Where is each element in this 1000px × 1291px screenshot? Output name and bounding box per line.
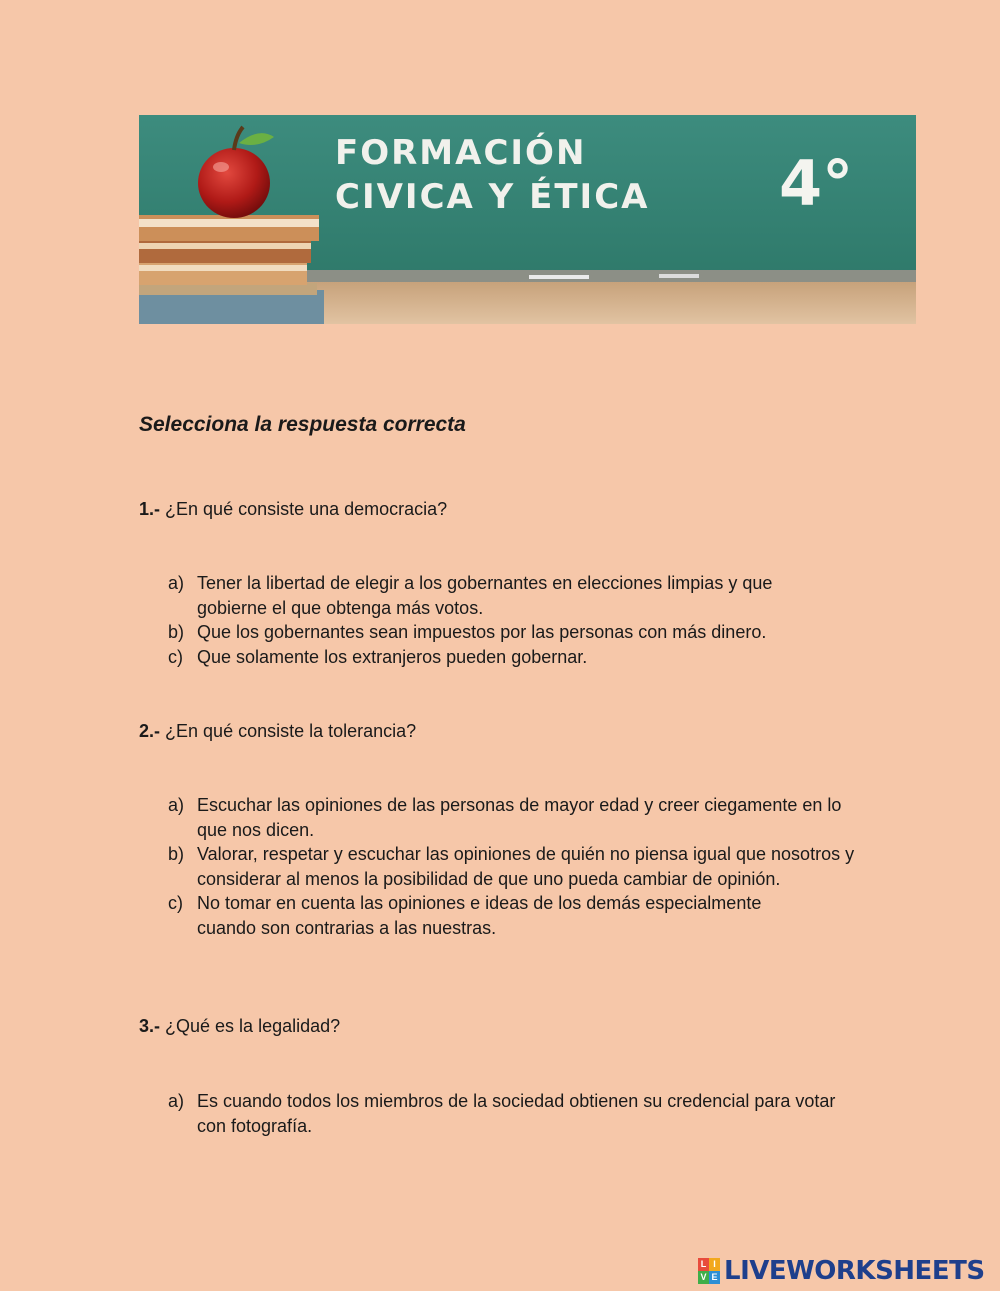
option-text: Valorar, respetar y escuchar las opiniones de quién no piensa igual que nosotros y considerar al menos la posibilidad de que uno pueda cambiar de opinión. [197, 844, 855, 889]
option-text: Escuchar las opiniones de las personas de mayor edad y creer ciegamente en lo que nos dicen. [197, 795, 842, 840]
option-b[interactable] [168, 842, 868, 891]
question-2-options [168, 793, 868, 940]
option-a[interactable] [168, 793, 868, 842]
question-text: ¿En qué consiste una democracia? [165, 499, 448, 519]
question-1 [139, 497, 447, 521]
logo-letter: V [698, 1271, 709, 1284]
option-text: Que los gobernantes sean impuestos por las personas con más dinero. [197, 622, 767, 642]
question-number: 3.- [139, 1016, 161, 1036]
option-text: No tomar en cuenta las opiniones e ideas de los demás especialmente cuando son contrarias a las nuestras. [197, 893, 762, 938]
logo-letter: I [709, 1258, 720, 1271]
question-text: ¿Qué es la legalidad? [165, 1016, 341, 1036]
question-number: 1.- [139, 499, 161, 519]
option-c[interactable] [168, 645, 868, 670]
question-2 [139, 719, 416, 743]
banner-title [335, 131, 649, 219]
question-number: 2.- [139, 721, 161, 741]
option-text: Que solamente los extranjeros pueden gobernar. [197, 646, 588, 667]
banner-title-line1: FORMACIÓN [335, 133, 587, 173]
option-letter: b) [168, 844, 185, 864]
option-a[interactable] [168, 571, 868, 620]
option-letter: c) [168, 893, 183, 913]
liveworksheets-logo[interactable] [698, 1258, 985, 1284]
header-banner [139, 115, 916, 324]
option-text: Es cuando todos los miembros de la sociedad obtienen su credencial para votar con fotografía. [197, 1091, 836, 1136]
question-1-options [168, 571, 868, 669]
question-3 [139, 1014, 340, 1038]
logo-text: LIVEWORKSHEETS [724, 1256, 985, 1286]
option-letter: b) [168, 622, 185, 642]
instruction-heading: Selecciona la respuesta correcta [139, 413, 466, 436]
option-a[interactable] [168, 1089, 868, 1138]
option-c[interactable] [168, 891, 868, 940]
option-text: Tener la libertad de elegir a los gobernantes en elecciones limpias y que gobierne el que obtenga más votos. [197, 573, 773, 618]
question-3-options [168, 1089, 868, 1138]
option-letter: a) [168, 795, 185, 815]
option-letter: c) [168, 646, 183, 667]
banner-grade: 4° [779, 147, 854, 220]
logo-letter: E [709, 1271, 720, 1284]
option-b[interactable] [168, 620, 868, 645]
banner-title-line2: CIVICA Y ÉTICA [335, 177, 650, 217]
logo-blocks-icon [698, 1258, 720, 1284]
logo-letter: L [698, 1258, 709, 1271]
option-letter: a) [168, 1091, 185, 1111]
books-icon [139, 215, 324, 324]
option-letter: a) [168, 573, 185, 593]
question-text: ¿En qué consiste la tolerancia? [165, 721, 417, 741]
